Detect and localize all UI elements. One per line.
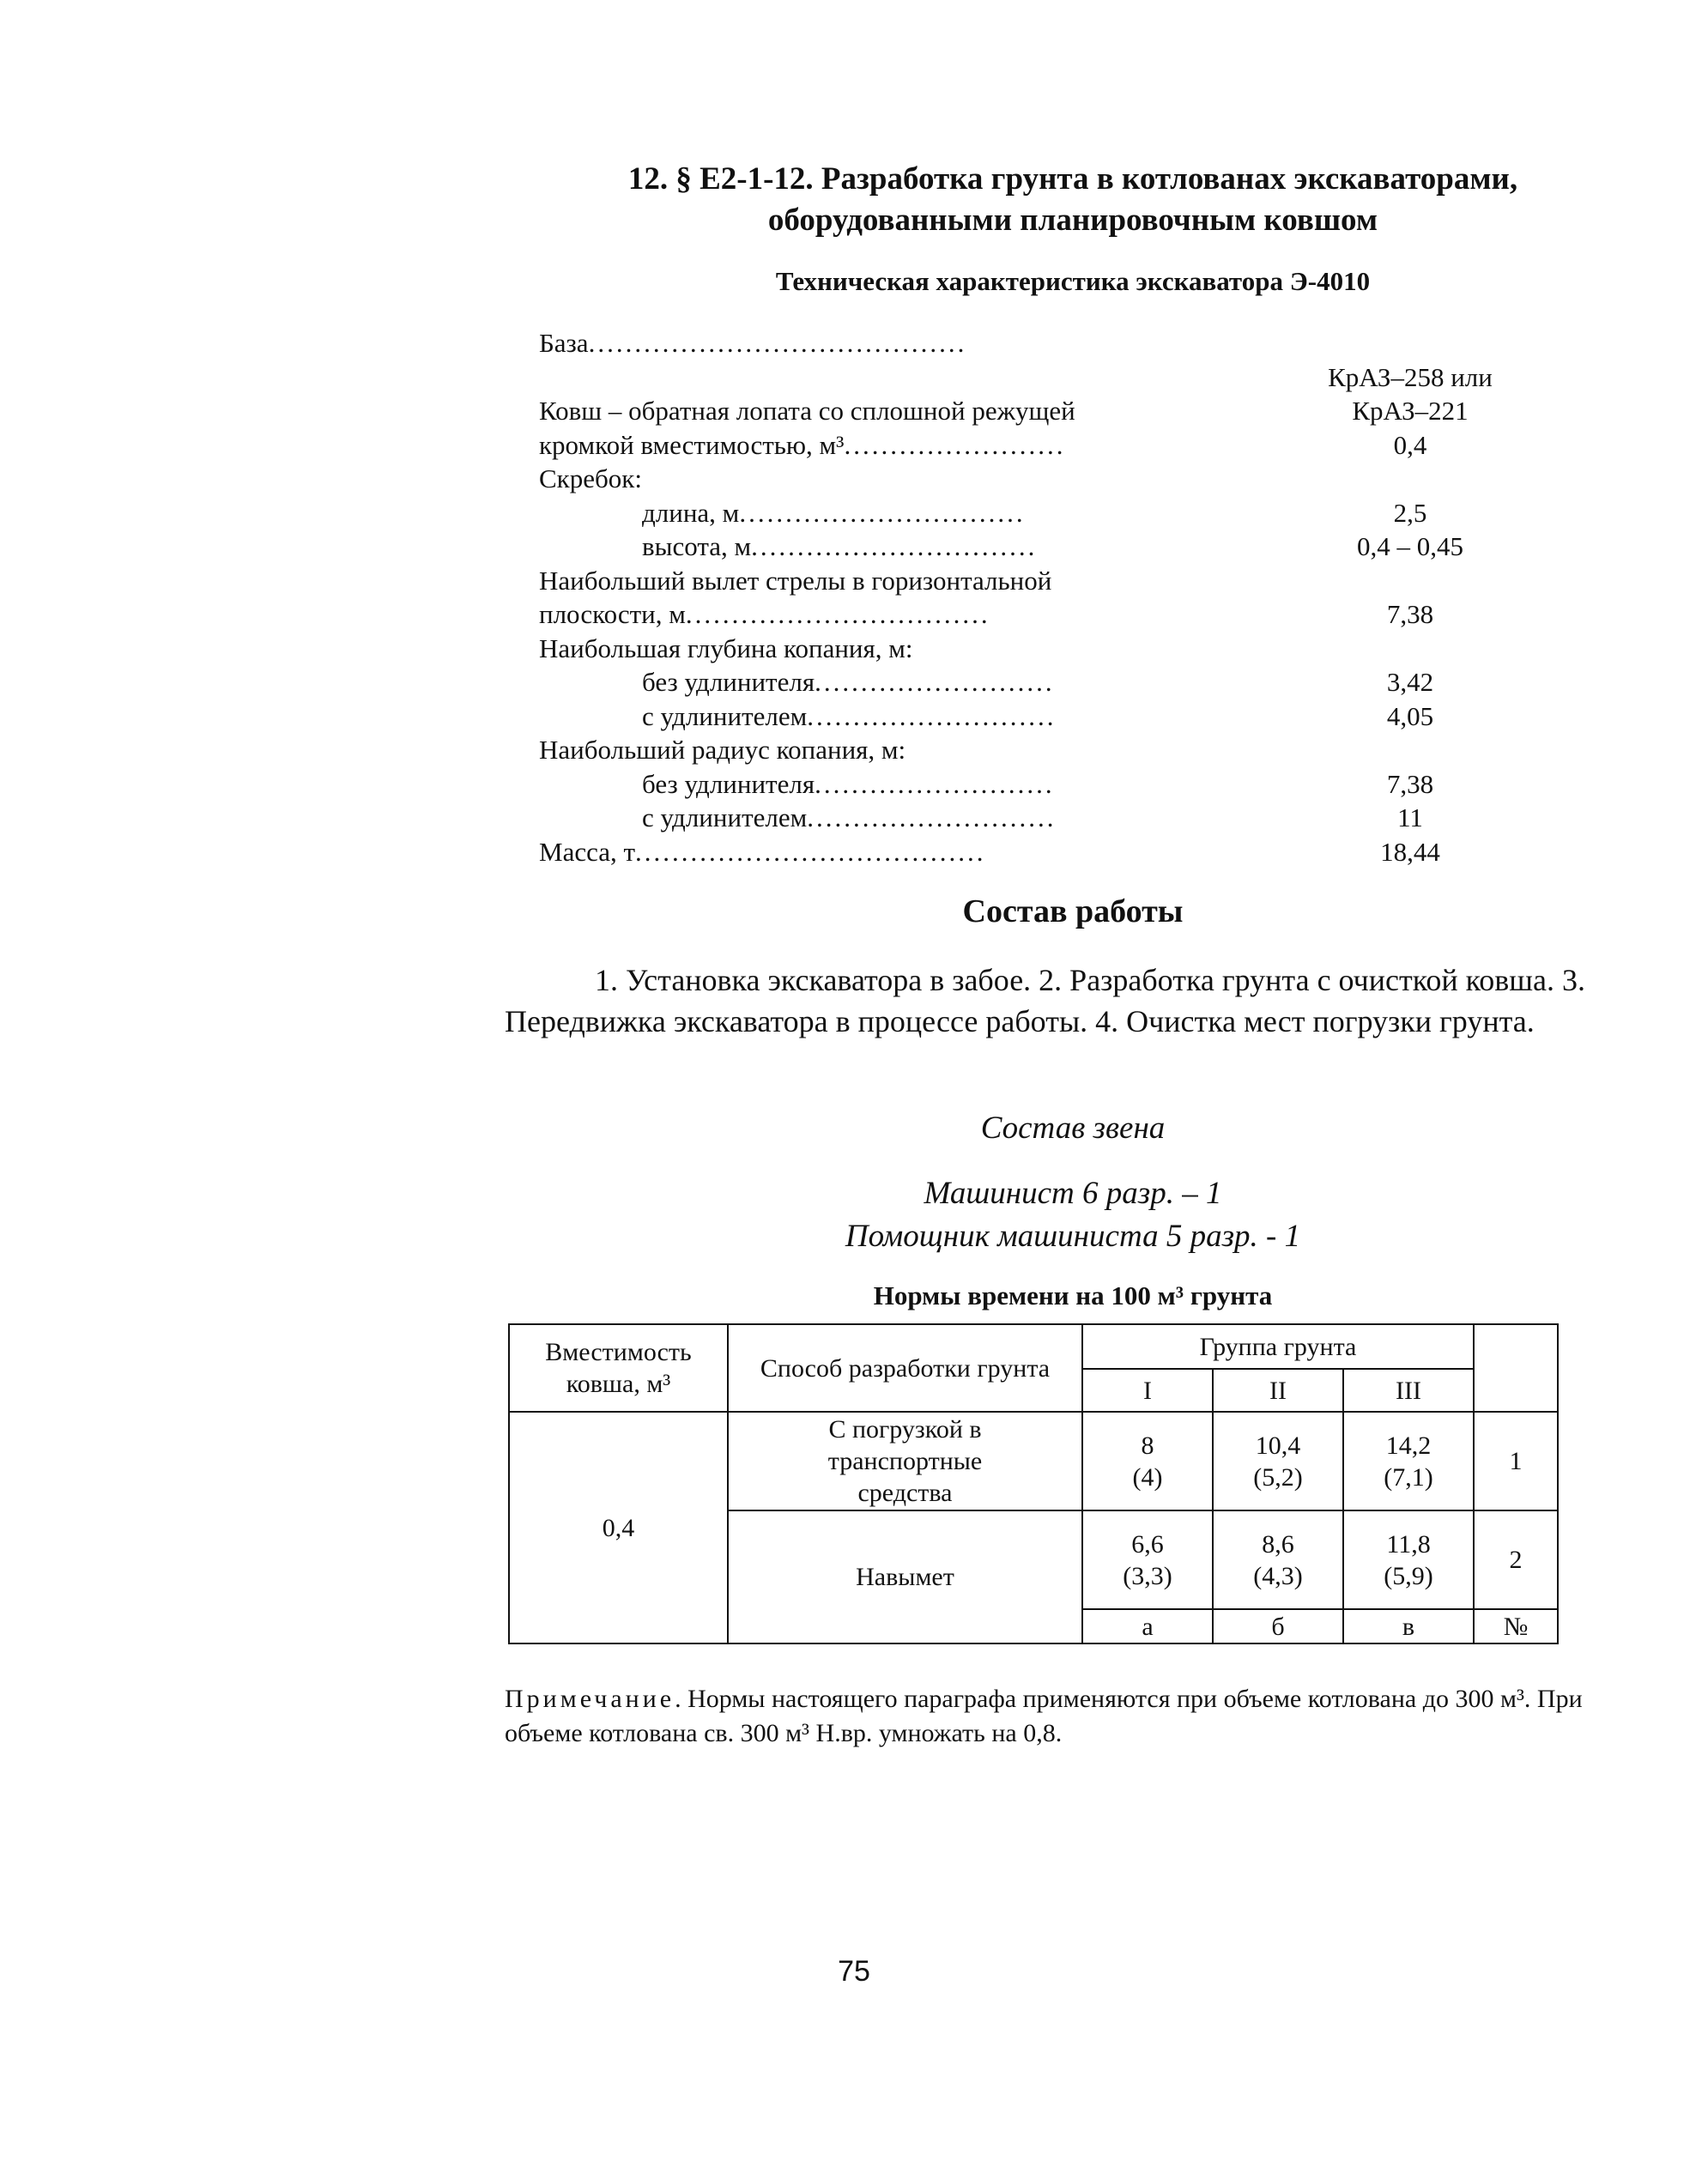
leader-dots: ................................. <box>685 599 990 629</box>
spec-label: Наибольший радиус копания, м: <box>539 735 906 765</box>
spec-row-height <box>539 530 1620 564</box>
spec-value: 11 <box>1397 802 1423 832</box>
spec-value: 4,05 <box>1386 700 1434 731</box>
norms-table <box>508 1323 1559 1644</box>
spec-row-radius <box>539 733 1620 767</box>
norm-sub-value: (5,9) <box>1384 1561 1433 1590</box>
norm-sub-value: (3,3) <box>1123 1561 1172 1590</box>
spec-label: высота, м <box>642 531 752 561</box>
norm-cell <box>1213 1412 1343 1510</box>
capacity-cell: 0,4 <box>509 1412 728 1643</box>
spec-heading: Техническая характеристика экскаватора Э-4010 <box>775 266 1371 296</box>
spec-row-reach <box>539 564 1620 632</box>
spec-row-radius-ext <box>539 801 1620 835</box>
crew-line-1: Машинист 6 разр. – 1 <box>924 1176 1222 1211</box>
section-title <box>515 159 1631 241</box>
spec-label: Ковш – обратная лопата со сплошной режущей <box>539 396 1075 426</box>
norms-table-title: Нормы времени на 100 м³ грунта <box>873 1280 1273 1310</box>
column-letter-b: б <box>1213 1609 1343 1643</box>
method-cell: Навымет <box>728 1510 1082 1643</box>
table-row <box>509 1412 1558 1510</box>
column-number-sign: № <box>1474 1609 1558 1643</box>
note <box>505 1682 1586 1751</box>
leader-dots: ......................................... <box>588 328 967 358</box>
spec-row-depth <box>539 632 1620 666</box>
spec-row-radius-no-ext <box>539 767 1620 802</box>
page-number: 75 <box>838 1955 870 1988</box>
leader-dots: .......................... <box>815 768 1055 799</box>
spec-label: без удлинителя <box>642 667 815 697</box>
crew-line-2: Помощник машиниста 5 разр. - 1 <box>845 1219 1301 1254</box>
spec-value-line-1: КрАЗ–258 или <box>1328 361 1493 392</box>
norm-value: 8,6 <box>1262 1529 1294 1559</box>
work-text-block <box>505 959 1586 1042</box>
norm-value: 10,4 <box>1255 1431 1301 1460</box>
header-capacity: Вместимость ковша, м³ <box>509 1324 728 1412</box>
spec-label: База <box>539 328 589 358</box>
norm-cell <box>1082 1412 1213 1510</box>
norm-cell <box>1082 1510 1213 1609</box>
leader-dots: .......................... <box>815 667 1055 697</box>
crew-heading: Состав звена <box>980 1111 1166 1146</box>
norm-cell <box>1343 1510 1474 1609</box>
norm-sub-value: (5,2) <box>1253 1462 1303 1492</box>
spec-label: Масса, т <box>539 836 636 867</box>
spec-value: 0,4 <box>1393 429 1427 460</box>
method-cell: С погрузкой в транспортные средства <box>728 1412 1082 1510</box>
spec-value-line-2: КрАЗ–221 <box>1352 396 1469 426</box>
table-header-row <box>509 1324 1558 1369</box>
norm-value: 8 <box>1141 1431 1154 1460</box>
note-lead: Примечание <box>505 1685 675 1713</box>
crew-list <box>515 1172 1631 1258</box>
spec-value: 2,5 <box>1393 497 1427 528</box>
norm-value: 6,6 <box>1131 1529 1164 1559</box>
spec-label: с удлинителем <box>642 802 808 832</box>
section-title-line-2: оборудованными планировочным ковшом <box>767 203 1378 238</box>
column-letter-v: в <box>1343 1609 1474 1643</box>
spec-label: плоскости, м <box>539 599 686 629</box>
section-title-line-1: 12. § Е2-1-12. Разработка грунта в котлованах экскаваторами, <box>627 161 1518 197</box>
spec-label: Скребок: <box>539 463 642 493</box>
spec-value: 7,38 <box>1386 599 1434 629</box>
norm-cell <box>1213 1510 1343 1609</box>
norm-sub-value: (4,3) <box>1253 1561 1303 1590</box>
header-method: Способ разработки грунта <box>728 1324 1082 1412</box>
spec-label: Наибольший вылет стрелы в горизонтальной <box>539 565 1052 596</box>
spec-label: длина, м <box>642 497 740 528</box>
spec-label: кромкой вместимостью, м³ <box>539 429 845 460</box>
spec-value: 0,4 – 0,45 <box>1357 531 1463 561</box>
leader-dots: ............................... <box>751 531 1038 561</box>
work-text: 1. Установка экскаватора в забое. 2. Разработка грунта с очисткой ковша. 3. Передвижка экскаватора в процессе работы. 4. Очистка мест погрузки грунта. <box>505 963 1585 1038</box>
work-heading: Состав работы <box>962 893 1184 929</box>
row-number-cell: 1 <box>1474 1412 1558 1510</box>
spec-label: Наибольшая глубина копания, м: <box>539 633 913 663</box>
spec-row-length <box>539 496 1620 530</box>
norm-value: 14,2 <box>1385 1431 1432 1460</box>
leader-dots: ...................................... <box>635 836 986 867</box>
header-number <box>1474 1324 1558 1412</box>
header-soil-group: Группа грунта <box>1082 1324 1474 1369</box>
norm-cell <box>1343 1412 1474 1510</box>
spec-list <box>539 326 1620 869</box>
norm-sub-value: (4) <box>1132 1462 1163 1492</box>
leader-dots: ............................... <box>739 497 1026 528</box>
norm-sub-value: (7,1) <box>1384 1462 1433 1492</box>
spec-value: 18,44 <box>1380 836 1440 867</box>
note-text: . Нормы настоящего параграфа применяются при объеме котлована до 300 м³. При объеме котлована св. 300 м³ Н.вр. умножать на 0,8. <box>505 1685 1583 1747</box>
header-group-3: III <box>1343 1369 1474 1412</box>
row-number-cell: 2 <box>1474 1510 1558 1609</box>
header-group-1: I <box>1082 1369 1213 1412</box>
leader-dots: ........................... <box>807 700 1057 731</box>
spec-row-depth-no-ext <box>539 665 1620 699</box>
norm-value: 11,8 <box>1386 1529 1431 1559</box>
header-group-2: II <box>1213 1369 1343 1412</box>
spec-value: 3,42 <box>1386 667 1434 697</box>
spec-value: 7,38 <box>1386 768 1434 799</box>
column-letter-a: а <box>1082 1609 1213 1643</box>
spec-label: без удлинителя <box>642 768 815 799</box>
spec-row-mass <box>539 835 1620 869</box>
leader-dots: ........................... <box>807 802 1057 832</box>
leader-dots: ........................ <box>844 429 1066 460</box>
spec-row-depth-ext <box>539 699 1620 734</box>
spec-row-bucket <box>539 394 1620 462</box>
spec-label: с удлинителем <box>642 700 808 731</box>
spec-row-scraper <box>539 462 1620 496</box>
